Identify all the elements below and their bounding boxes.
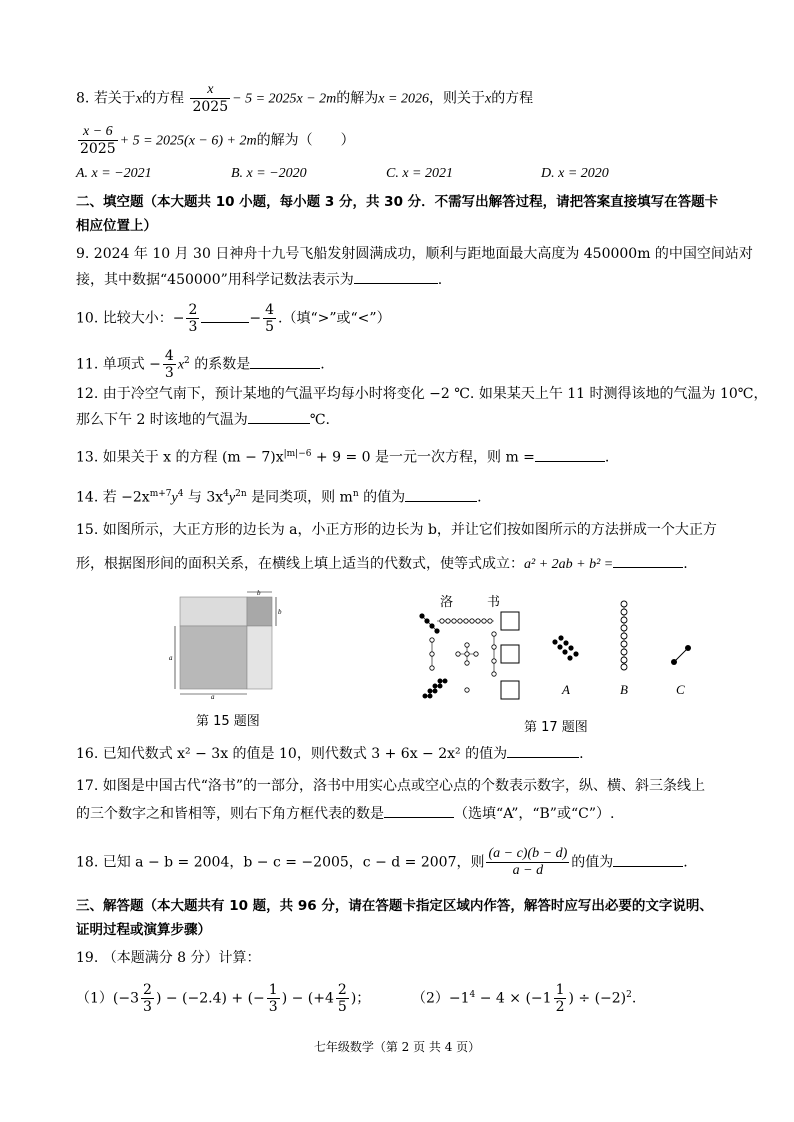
q16: 16. 已知代数式 x² − 3x 的值是 10，则代数式 3 + 6x − 2x² 的值为 . (76, 746, 584, 762)
q8-option-c: C. x = 2021 (386, 166, 453, 181)
q19-part1: （1）(−3 $\frac{2}{3}$ ) − (−2.4) + (− $\frac{1}{3}$ ) − (+4 $\frac{2}{5}$ )； (76, 982, 371, 1015)
rect-ab-top (180, 597, 247, 626)
q14-answer-blank[interactable] (405, 488, 477, 502)
luoshu-dots-7 (492, 632, 496, 676)
large-square-a (180, 626, 247, 689)
q10-answer-blank[interactable] (201, 309, 249, 323)
q8-fraction-1: $\frac{x}{2025}$ (192, 82, 229, 115)
label-b-top: b (257, 589, 261, 597)
q8-line1: 8. 若关于x的方程 $\frac{x}{2025}$ − 5 = 2025x − 2m的解为x = 2026，则关于x的方程 (76, 82, 534, 115)
small-square-b (247, 597, 272, 626)
luoshu-title-char1: 洛 (440, 595, 454, 610)
q8-option-d: D. x = 2020 (541, 166, 609, 181)
q12-answer-blank[interactable] (248, 410, 310, 424)
luoshu-dots-5 (456, 643, 478, 665)
q8-option-b: B. x = −2020 (231, 166, 307, 181)
q9-answer-blank[interactable] (354, 270, 438, 284)
q16-answer-blank[interactable] (507, 744, 579, 758)
q11-answer-blank[interactable] (250, 355, 320, 369)
figure-15-caption: 第 15 题图 (196, 714, 260, 729)
label-a-left: a (169, 654, 173, 662)
luoshu-dots-8 (423, 679, 448, 699)
option-b-dots (621, 601, 627, 670)
luoshu-dots-3 (430, 638, 434, 670)
q18: 18. 已知 a − b = 2004，b − c = −2005，c − d = 2007，则 $\frac{(a - c)(b - d)}{a - d}$ 的值为 . (76, 846, 688, 878)
q17-line1: 17. 如图是中国古代“洛书”的一部分，洛书中用实心点或空心点的个数表示数字，纵、横、斜三条线上 (76, 778, 706, 794)
q9-line2: 接，其中数据“450000”用科学记数法表示为 . (76, 272, 443, 288)
q19-title: 19. （本题满分 8 分）计算： (76, 950, 261, 966)
q9-line1: 9. 2024 年 10 月 30 日神舟十九号飞船发射圆满成功，顺利与距地面最大高度为 450000m 的中国空间站对 (76, 246, 753, 262)
page-footer: 七年级数学（第 2 页 共 4 页） (313, 1040, 481, 1054)
luoshu-dots-1 (465, 688, 469, 692)
q8-line2: $\frac{x - 6}{2025}$ + 5 = 2025(x − 6) + 2m的解为（ ） (80, 124, 355, 157)
option-a-dots (552, 635, 578, 660)
q8-fraction-2: $\frac{x - 6}{2025}$ (80, 124, 116, 157)
q13-answer-blank[interactable] (535, 448, 605, 462)
luoshu-title-char2: 书 (487, 595, 501, 610)
option-c-dots (671, 645, 691, 665)
q19-part2: $(2)-1^4 - 4 \times (-1$ $\frac{1}{2}$ ) ÷ $(-2)^2$. (412, 982, 637, 1015)
option-b-label: B (620, 682, 628, 697)
section2-heading-line1: 二、填空题（本大题共 10 小题，每小题 3 分，共 30 分．不需写出解答过程，请把答案直接填写在答题卡 (76, 194, 719, 210)
q18-answer-blank[interactable] (613, 853, 683, 867)
figure-17-luoshu (412, 590, 702, 700)
luoshu-dots-4 (419, 613, 439, 633)
q13: 13. 如果关于 x 的方程 $(m - 7)x^{|m|-6} + 9 = 0$ 是一元一次方程，则 m = . (76, 449, 610, 466)
q17-answer-blank[interactable] (384, 804, 454, 818)
q10: 10. 比较大小：− $\frac{2}{3}$ − $\frac{4}{5}$ .（填“>”或“<”） (76, 302, 391, 335)
q18-fraction: $\frac{(a - c)(b - d)}{a - d}$ (488, 846, 568, 878)
section3-heading-line2: 证明过程或演算步骤） (76, 922, 211, 938)
q15-answer-blank[interactable] (613, 554, 683, 568)
q11: 11. 单项式 − $\frac{4}{3}$ $x^2$ 的系数是 . (76, 348, 325, 381)
luoshu-dots-9 (437, 619, 494, 623)
rect-ab-right (247, 626, 272, 689)
option-c-label: C (676, 682, 685, 697)
box-top-right (501, 612, 519, 630)
section2-heading-line2: 相应位置上） (76, 218, 157, 234)
option-a-label: A (562, 682, 570, 697)
label-b-right: b (278, 608, 282, 616)
q12-line2: 那么下午 2 时该地的气温为 ℃. (76, 412, 330, 428)
q15-line1: 15. 如图所示，大正方形的边长为 a，小正方形的边长为 b，并让它们按如图所示的方法拼成一个大正方 (76, 522, 717, 538)
q12-line1: 12. 由于冷空气南下，预计某地的气温平均每小时将变化 −2 ℃. 如果某天上午 11 时测得该地的气温为 10℃， (76, 386, 768, 402)
box-bottom-right (501, 681, 519, 699)
figure-15-squares (160, 588, 285, 708)
q15-line2: 形，根据图形间的面积关系，在横线上填上适当的代数式，使等式成立：a² + 2ab + b² = . (76, 556, 688, 572)
q14: 14. 若 $-2x^{m+7}y^4$ 与 $3x^4y^{2n}$ 是同类项，则 $m^n$ 的值为 . (76, 489, 482, 506)
q8-option-a: A. x = −2021 (76, 166, 152, 181)
q17-line2: 的三个数字之和皆相等，则右下角方框代表的数是 （选填“A”，“B”或“C”）. (76, 806, 615, 822)
q8-options (76, 164, 696, 184)
box-middle-right (501, 645, 519, 663)
section3-heading-line1: 三、解答题（本大题共有 10 题，共 96 分，请在答题卡指定区域内作答，解答时应写出必要的文字说明、 (76, 898, 713, 914)
label-a-bottom: a (211, 693, 215, 701)
figure-17-caption: 第 17 题图 (524, 720, 588, 735)
